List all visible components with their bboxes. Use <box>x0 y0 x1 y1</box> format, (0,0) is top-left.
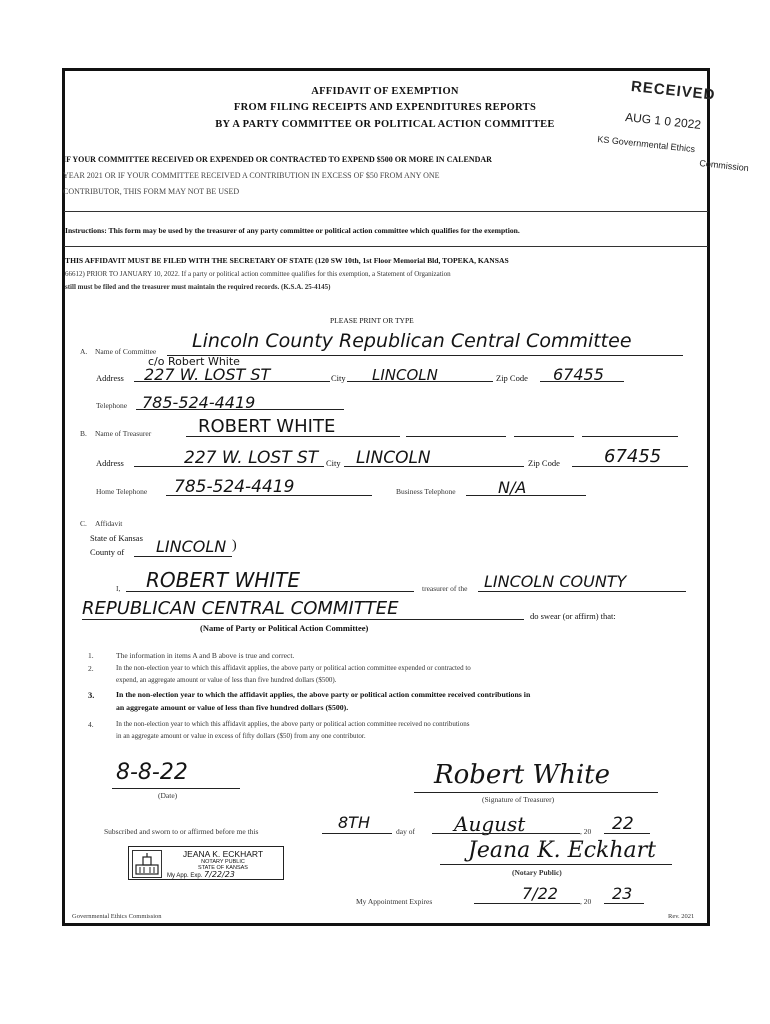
committee-name-label: Name of Committee <box>95 347 157 356</box>
address-a-label: Address <box>96 373 124 383</box>
appointment-year-prefix: , 20 <box>580 897 592 906</box>
appointment-label: My Appointment Expires <box>356 897 433 906</box>
day-of-label: day of <box>396 827 415 836</box>
notary-seal-icon <box>132 850 162 878</box>
county-line <box>134 556 232 557</box>
statement-2-text: In the non-election year to which this affidavit applies, the above party or political action committee expended or contracted to <box>116 664 471 672</box>
notary-stamp <box>128 846 284 880</box>
treasurer-name-line-3 <box>514 436 574 437</box>
form-title-line1: AFFIDAVIT OF EXEMPTION <box>311 86 459 97</box>
notary-expires-value: 7/22/23 <box>204 870 235 879</box>
home-phone-label: Home Telephone <box>96 487 148 496</box>
received-agency-2: Commission <box>698 158 750 174</box>
committee-line-2 <box>82 619 524 620</box>
statement-4-text: In the non-election year to which this affidavit applies, the above party or political action committee received no contributions <box>116 720 470 728</box>
treasurer-signature-label: (Signature of Treasurer) <box>482 795 555 804</box>
address-a-value: 227 W. LOST ST <box>144 365 271 384</box>
address-a-line <box>134 381 330 382</box>
business-phone-line <box>466 495 586 496</box>
business-phone-value: N/A <box>498 478 527 497</box>
city-b-line <box>344 466 524 467</box>
address-b-value: 227 W. LOST ST <box>184 448 319 468</box>
treasurer-signature: Robert White <box>434 760 611 790</box>
section-a-letter: A. <box>80 347 88 356</box>
year-value: 22 <box>612 814 634 834</box>
committee-value-1: LINCOLN COUNTY <box>484 572 627 591</box>
notary-stamp-state: STATE OF KANSAS <box>198 865 248 871</box>
appointment-line <box>474 903 580 904</box>
year-line <box>604 833 650 834</box>
affidavit-label: Affidavit <box>95 519 123 528</box>
treasurer-signature-line <box>414 792 658 793</box>
section-c-letter: C. <box>80 519 87 528</box>
zip-b-value: 67455 <box>604 446 662 467</box>
footer-left: Governmental Ethics Commission <box>72 913 162 920</box>
treasurer-name-label: Name of Treasurer <box>95 429 152 438</box>
affiant-line <box>126 591 414 592</box>
zip-b-line <box>572 466 688 467</box>
statement-3-text-2: an aggregate amount or value of less than five hundred dollars ($500). <box>116 703 349 712</box>
state-of-kansas: State of Kansas <box>90 533 143 543</box>
county-value: LINCOLN <box>156 537 227 556</box>
do-swear: do swear (or affirm) that: <box>530 611 616 621</box>
footer-right: Rev. 2021 <box>668 913 695 920</box>
day-value: 8TH <box>338 813 370 832</box>
divider <box>64 211 708 212</box>
notary-stamp-title: NOTARY PUBLIC <box>201 859 245 865</box>
warning-line3: CONTRIBUTOR, THIS FORM MAY NOT BE USED <box>63 187 240 196</box>
notary-label: (Notary Public) <box>512 868 562 877</box>
home-phone-value: 785-524-4419 <box>174 477 295 497</box>
statement-1-num: 1. <box>88 651 94 660</box>
year-prefix: , 20 <box>580 827 592 836</box>
notary-signature-line <box>440 864 672 865</box>
filing-line3: still must be filed and the treasurer must maintain the required records. (K.S.A. 25-4145) <box>65 283 331 291</box>
county-brace: ) <box>232 538 237 553</box>
statement-4-num: 4. <box>88 720 94 729</box>
statement-3-num: 3. <box>88 690 95 700</box>
received-agency-1: KS Governmental Ethics <box>596 134 696 155</box>
phone-a-line <box>136 409 344 410</box>
zip-a-value: 67455 <box>553 365 604 384</box>
affiant-value: ROBERT WHITE <box>146 568 301 592</box>
city-a-label: City <box>331 373 346 383</box>
notary-stamp-name: JEANA K. ECKHART <box>182 849 264 859</box>
notary-stamp-expires <box>167 870 283 879</box>
committee-co-value: c/o Robert White <box>148 355 240 368</box>
phone-a-value: 785-524-4419 <box>142 393 256 412</box>
address-b-line <box>134 466 324 467</box>
statement-2-num: 2. <box>88 664 94 673</box>
received-text: RECEIVED <box>630 78 717 104</box>
divider <box>64 246 708 247</box>
committee-caption: (Name of Party or Political Action Committee) <box>200 623 369 633</box>
statement-1-text: The information in items A and B above is true and correct. <box>116 651 295 660</box>
form-title-line3: BY A PARTY COMMITTEE OR POLITICAL ACTION COMMITTEE <box>215 119 555 130</box>
filing-line2: 66612) PRIOR TO JANUARY 10, 2022. If a party or political action committee qualifies for this exemption, a Statement of Organization <box>65 270 451 278</box>
appointment-year: 23 <box>612 884 633 903</box>
address-b-label: Address <box>96 458 124 468</box>
month-line <box>432 833 580 834</box>
form-title-line2: FROM FILING RECEIPTS AND EXPENDITURES REPORTS <box>233 102 537 113</box>
statement-3-text: In the non-election year to which the affidavit applies, the above party or political action committee received contributions in <box>116 690 531 699</box>
subscribed-text: Subscribed and sworn to or affirmed before me this <box>104 827 259 836</box>
warning-line2: YEAR 2021 OR IF YOUR COMMITTEE RECEIVED A CONTRIBUTION IN EXCESS OF $50 FROM ANY ONE <box>63 171 440 180</box>
date-line <box>112 788 240 789</box>
county-label: County of <box>90 547 125 557</box>
zip-a-line <box>540 381 624 382</box>
treasurer-name-line-4 <box>582 436 678 437</box>
received-date: AUG 1 0 2022 <box>624 110 702 132</box>
committee-line-1 <box>478 591 686 592</box>
notary-signature: Jeana K. Eckhart <box>468 838 657 863</box>
instructions: Instructions: This form may be used by the treasurer of any party committee or political action committee which qualifies for the exemption. <box>65 226 520 235</box>
please-print: PLEASE PRINT OR TYPE <box>330 316 414 325</box>
city-a-line <box>347 381 493 382</box>
city-a-value: LINCOLN <box>372 366 438 384</box>
committee-name-line <box>167 355 683 356</box>
treasurer-of-label: treasurer of the <box>422 584 468 593</box>
date-value: 8-8-22 <box>116 760 188 785</box>
date-label: (Date) <box>158 791 178 800</box>
filing-line1: THIS AFFIDAVIT MUST BE FILED WITH THE SECRETARY OF STATE (120 SW 10th, 1st Floor Memorial Bld, TOPEKA, KANSAS <box>65 256 509 265</box>
treasurer-name-line-2 <box>406 436 506 437</box>
i-label: I, <box>116 584 121 593</box>
day-line <box>322 833 392 834</box>
committee-name-value: Lincoln County Republican Central Committee <box>192 330 632 352</box>
home-phone-line <box>166 495 372 496</box>
statement-2-text-2: expend, an aggregate amount or value of less than five hundred dollars ($500). <box>116 676 337 684</box>
phone-a-label: Telephone <box>96 401 128 410</box>
month-value: August <box>454 812 526 836</box>
statement-4-text-2: in an aggregate amount or value in excess of fifty dollars ($50) from any one contributor. <box>116 732 366 740</box>
business-phone-label: Business Telephone <box>396 487 456 496</box>
treasurer-name-value: ROBERT WHITE <box>198 416 336 437</box>
appointment-year-line <box>604 903 644 904</box>
warning-line1: IF YOUR COMMITTEE RECEIVED OR EXPENDED OR CONTRACTED TO EXPEND $500 OR MORE IN CALENDAR <box>63 155 492 164</box>
appointment-value: 7/22 <box>522 884 558 903</box>
notary-expires-label: My App. Exp. <box>167 873 203 879</box>
zip-b-label: Zip Code <box>528 458 560 468</box>
city-b-value: LINCOLN <box>356 448 431 468</box>
zip-a-label: Zip Code <box>496 373 528 383</box>
city-b-label: City <box>326 458 341 468</box>
treasurer-name-line <box>186 436 400 437</box>
section-b-letter: B. <box>80 429 87 438</box>
committee-value-2: REPUBLICAN CENTRAL COMMITTEE <box>82 598 399 619</box>
